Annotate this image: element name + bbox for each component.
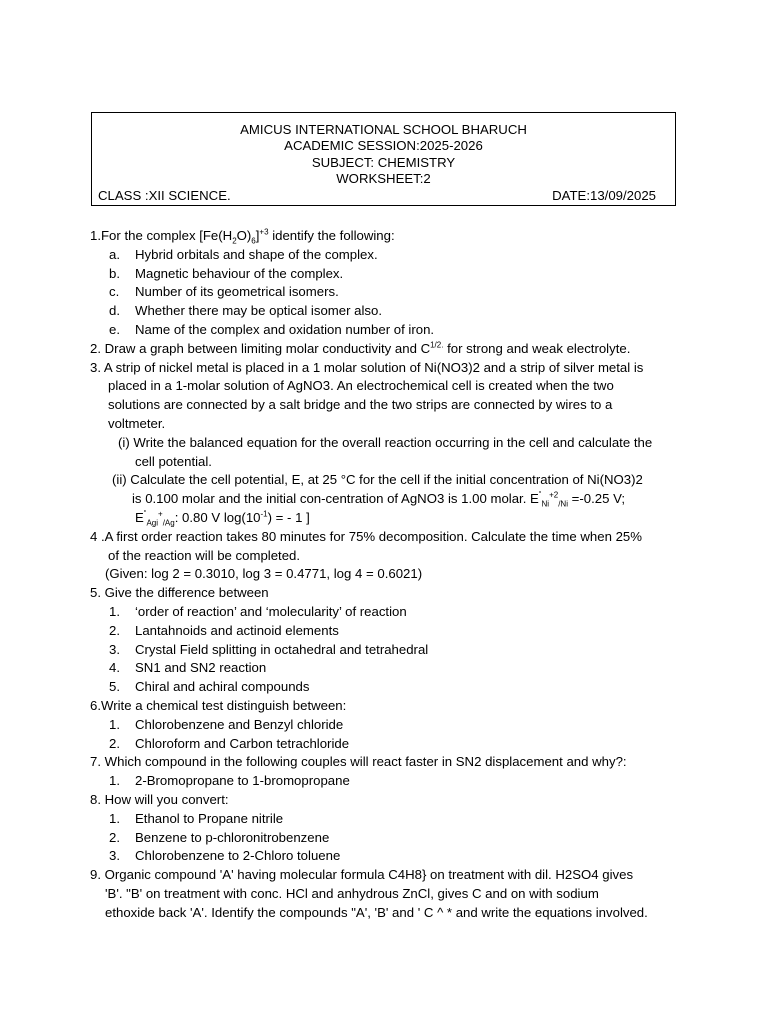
academic-session: ACADEMIC SESSION:2025-2026 — [284, 138, 483, 154]
worksheet-number: WORKSHEET:2 — [336, 171, 431, 187]
list-item: 2. Lantahnoids and actinoid elements — [109, 622, 339, 638]
class-label: CLASS :XII SCIENCE. — [98, 187, 231, 203]
question-1-list — [90, 246, 690, 340]
question-5: 5. Give the difference between 1. ‘order of reaction’ and ‘molecularity’ of reaction 2. Lantahnoids and actinoid elements 3. Crystal Field splitting in octahedral and tetrahedral 4. SN1 and SN2 reaction 5. Chiral and achiral compounds — [90, 584, 690, 697]
list-item: 1. Chlorobenzene and Benzyl chloride — [109, 716, 344, 732]
date-label: DATE:13/09/2025 — [552, 187, 656, 203]
list-item: c. Number of its geometrical isomers. — [109, 284, 339, 300]
list-item: a. Hybrid orbitals and shape of the complex. — [109, 246, 378, 262]
question-3-part-i: (i) Write the balanced equation for the overall reaction occurring in the cell and calculate the — [118, 434, 653, 450]
list-item: d. Whether there may be optical isomer also. — [109, 303, 383, 319]
question-9: 9. Organic compound 'A' having molecular formula C4H8} on treatment with dil. H2SO4 gives 'B'. "B' on treatment with conc. HCl and anhydrous ZnCl, gives C and on with sodium ethoxide back 'A'. Identify the compounds "A', 'B' and ' C ^ * and write the equations involved. — [90, 867, 648, 920]
list-item: 2. Chloroform and Carbon tetrachloride — [109, 735, 350, 751]
list-item: 1. 2-Bromopropane to 1-bromopropane — [109, 773, 350, 789]
question-3: 3. A strip of nickel metal is placed in a 1 molar solution of Ni(NO3)2 and a strip of silver metal is placed in a 1-molar solution of AgNO3. An electrochemical cell is created when the two solutions are connected by a salt bridge and the two strips are connected by wires to a voltmeter. (i) Write the balanced equation for the overall reaction occurring in the cell and calculate the cell potential. (ii) Calculate the cell potential, E, at 25 °C for the cell if the initial concentration of Ni(NO3)2 is 0.100 molar and the initial con-centration of AgNO3 is 1.00 molar. $E^˚_{Ni}^{+2}_{/Ni} =-0.25$ V; $E^˚_{Agi}^+_{/Ag}$: 0.80 V $\log(10^{-1})$ = - 1 ] — [90, 359, 690, 528]
question-6: 6.Write a chemical test distinguish between: 1. Chlorobenzene and Benzyl chloride 2. Chloroform and Carbon tetrachloride — [90, 697, 690, 753]
list-item: 1. Ethanol to Propane nitrile — [109, 810, 284, 826]
subject: SUBJECT: CHEMISTRY — [311, 154, 456, 170]
list-item: 3. Crystal Field splitting in octahedral and tetrahedral — [109, 641, 429, 657]
question-1: 1.For the complex $[Fe(H_2O)_6]^{+3}$ identify the following: — [90, 227, 395, 246]
question-3-part-ii: (ii) Calculate the cell potential, E, at 25 °C for the cell if the initial concentration of Ni(NO3)2 — [112, 472, 643, 488]
list-item: 4. SN1 and SN2 reaction — [109, 660, 267, 676]
questions-content — [90, 227, 690, 922]
list-item: e. Name of the complex and oxidation number of iron. — [109, 321, 435, 337]
question-2: 2. Draw a graph between limiting molar conductivity and $C^{1/2.}$ for strong and weak electrolyte. — [90, 340, 631, 356]
worksheet-header-box — [91, 112, 676, 206]
question-8: 8. How will you convert: 1. Ethanol to Propane nitrile 2. Benzene to p-chloronitrobenzene 3. Chlorobenzene to 2-Chloro toluene — [90, 791, 690, 866]
list-item: b. Magnetic behaviour of the complex. — [109, 265, 344, 281]
list-item: 3. Chlorobenzene to 2-Chloro toluene — [109, 848, 341, 864]
question-7: 7. Which compound in the following couples will react faster in SN2 displacement and why?: 1. 2-Bromopropane to 1-bromopropane — [90, 753, 690, 791]
class-date-row — [92, 188, 675, 204]
list-item: 2. Benzene to p-chloronitrobenzene — [109, 829, 330, 845]
question-4: 4 .A first order reaction takes 80 minutes for 75% decomposition. Calculate the time when 25% of the reaction will be completed. (Given: log 2 = 0.3010, log 3 = 0.4771, log 4 = 0.6021) — [90, 528, 642, 582]
list-item: 1. ‘order of reaction’ and ‘molecularity’ of reaction — [109, 603, 407, 619]
list-item: 5. Chiral and achiral compounds — [109, 679, 310, 695]
school-name: AMICUS INTERNATIONAL SCHOOL BHARUCH — [240, 122, 527, 137]
